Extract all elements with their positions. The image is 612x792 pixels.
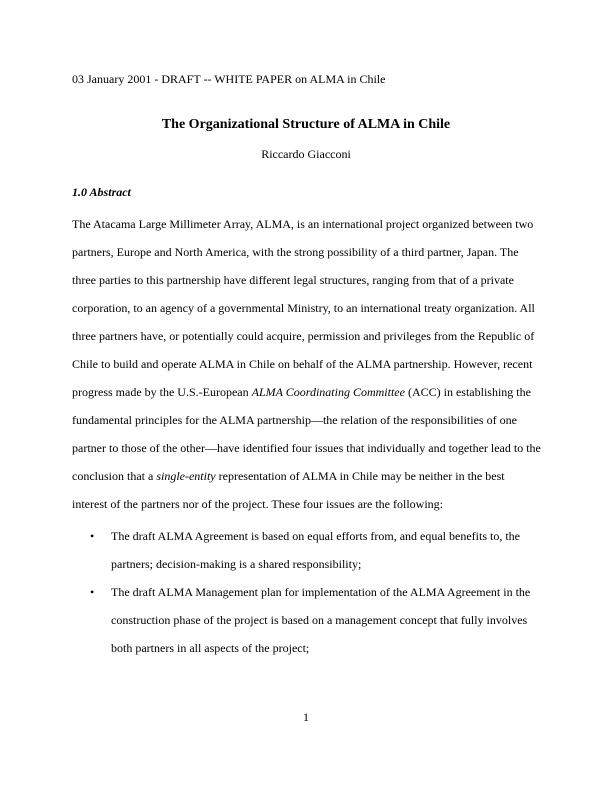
abstract-line — [72, 385, 542, 413]
list-item-line: construction phase of the project is based on a management concept that fully involves — [111, 613, 528, 627]
abstract-line: three partners have, or potentially could acquire, permission and privileges from the Republic of — [72, 329, 535, 343]
line-text: progress made by the U.S.-European — [72, 385, 252, 399]
abstract-line: interest of the partners nor of the project. These four issues are the following: — [72, 497, 443, 511]
abstract-line: fundamental principles for the ALMA partnership—the relation of the responsibilities of one — [72, 413, 517, 427]
abstract-line: corporation, to an agency of a governmental Ministry, to an international treaty organization. All — [72, 301, 535, 315]
abstract-heading: 1.0 Abstract — [72, 185, 131, 199]
line-text: conclusion that a — [72, 469, 157, 483]
page-number: 1 — [303, 710, 309, 724]
bullet-icon: • — [90, 529, 95, 543]
bullet-icon: • — [90, 585, 95, 599]
issues-list — [72, 529, 542, 669]
list-item-line: partners; decision-making is a shared responsibility; — [111, 557, 362, 571]
list-item-line: The draft ALMA Agreement is based on equal efforts from, and equal benefits to, the — [111, 529, 520, 543]
abstract-line: Chile to build and operate ALMA in Chile on behalf of the ALMA partnership. However, recent — [72, 357, 533, 371]
line-text: representation of ALMA in Chile may be neither in the best — [215, 469, 505, 483]
list-item-line: both partners in all aspects of the project; — [111, 641, 310, 655]
draft-header: 03 January 2001 - DRAFT -- WHITE PAPER on ALMA in Chile — [72, 72, 386, 86]
document-author: Riccardo Giacconi — [261, 147, 351, 161]
list-item-line: The draft ALMA Management plan for implementation of the ALMA Agreement in the — [111, 585, 531, 599]
single-entity-italic-text: single-entity — [156, 469, 216, 483]
document-title: The Organizational Structure of ALMA in Chile — [161, 117, 451, 132]
list-item — [72, 529, 542, 585]
abstract-line: three parties to this partnership have different legal structures, ranging from that of a private — [72, 273, 514, 287]
line-text: (ACC) in establishing the — [404, 385, 531, 399]
abstract-paragraph — [72, 217, 542, 525]
acc-italic-text: ALMA Coordinating Committee — [251, 385, 405, 399]
abstract-line: partner to those of the other—have identified four issues that individually and together lead to the — [72, 441, 541, 455]
abstract-line: The Atacama Large Millimeter Array, ALMA, is an international project organized between two — [72, 217, 534, 231]
list-item — [72, 585, 542, 669]
abstract-line: partners, Europe and North America, with the strong possibility of a third partner, Japan. The — [72, 245, 519, 259]
abstract-line — [72, 469, 542, 497]
